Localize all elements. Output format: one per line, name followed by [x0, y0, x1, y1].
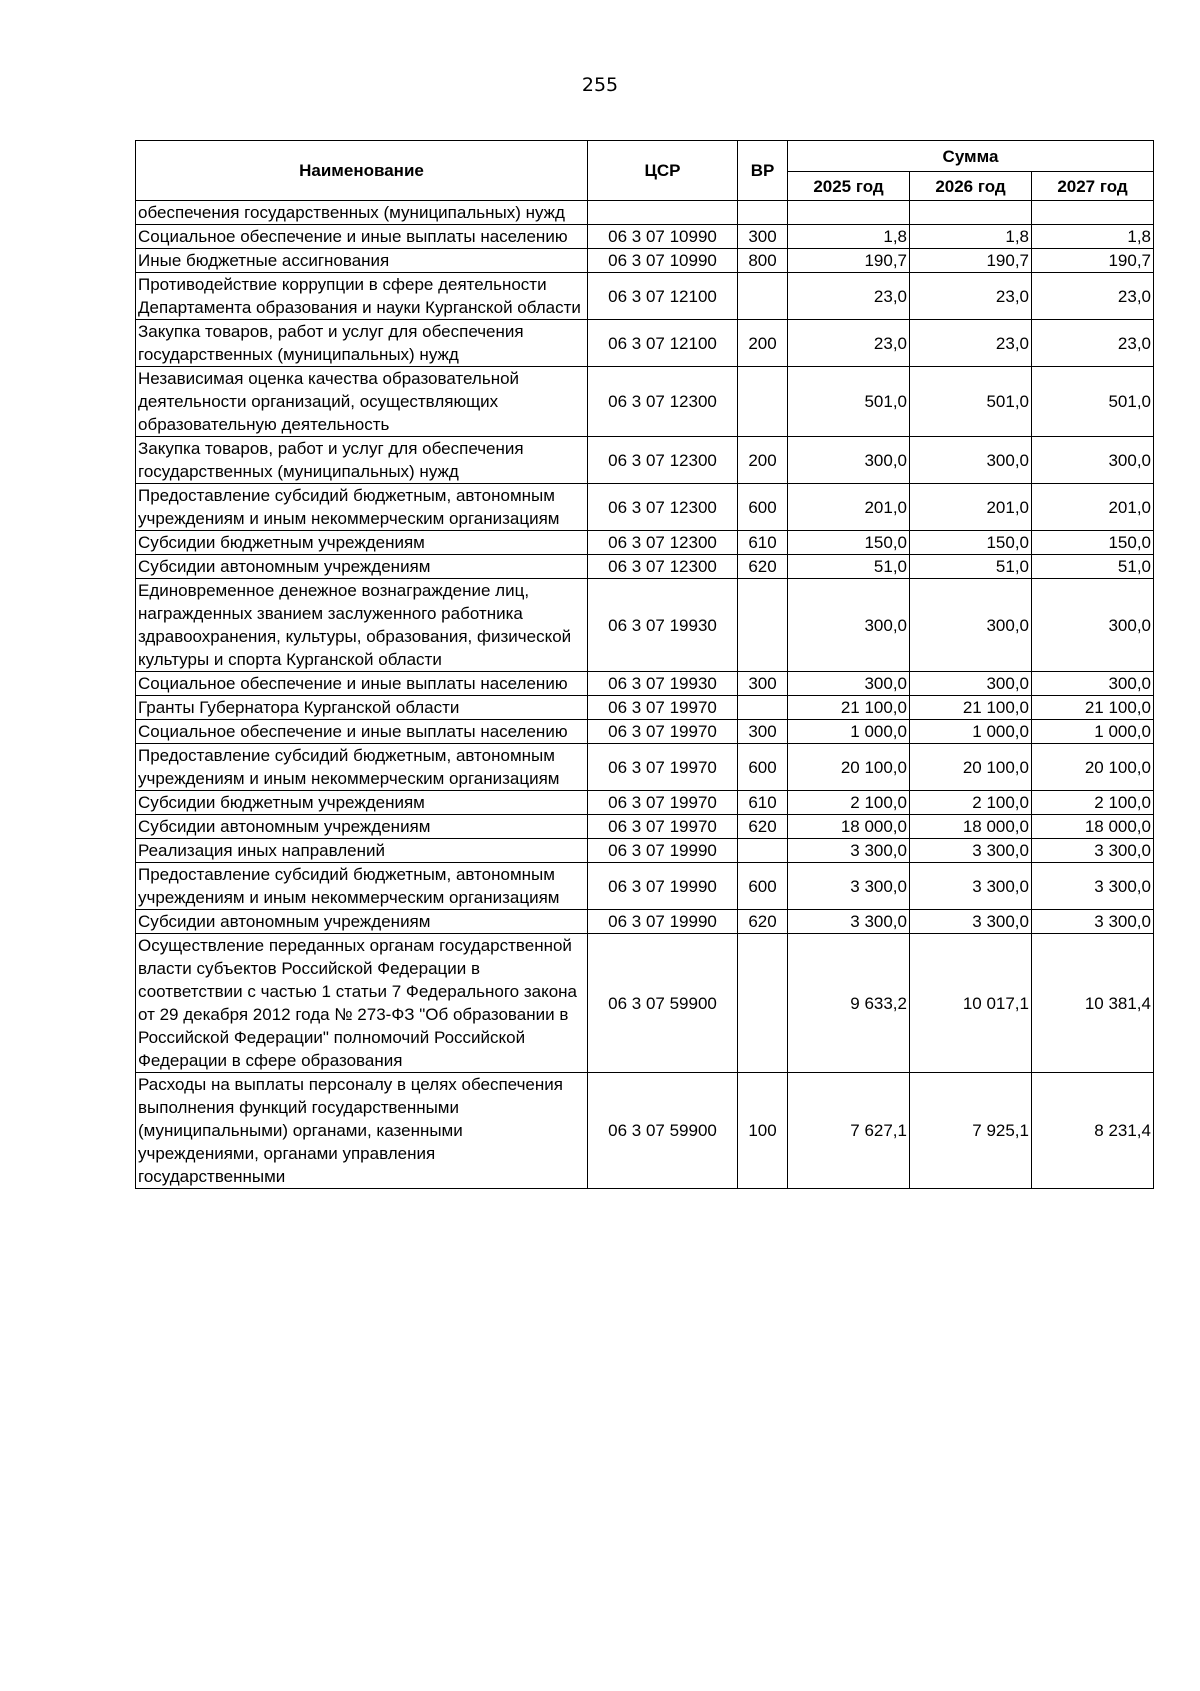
row-sum-2027: 10 381,4	[1032, 934, 1154, 1073]
row-csr: 06 3 07 12300	[588, 367, 738, 437]
table-row	[136, 320, 1154, 367]
row-sum-2025: 23,0	[788, 320, 910, 367]
row-sum-2026: 300,0	[910, 437, 1032, 484]
table-header	[136, 141, 1154, 201]
row-name: Субсидии бюджетным учреждениям	[136, 791, 588, 815]
row-sum-2026: 201,0	[910, 484, 1032, 531]
table-row	[136, 531, 1154, 555]
row-sum-2027: 501,0	[1032, 367, 1154, 437]
row-sum-2026: 3 300,0	[910, 910, 1032, 934]
row-vr: 600	[738, 863, 788, 910]
header-year-2026: 2026 год	[910, 172, 1032, 201]
table-row	[136, 437, 1154, 484]
row-vr: 200	[738, 437, 788, 484]
row-sum-2026: 51,0	[910, 555, 1032, 579]
row-csr: 06 3 07 12300	[588, 437, 738, 484]
row-sum-2027: 300,0	[1032, 579, 1154, 672]
row-sum-2027: 1,8	[1032, 225, 1154, 249]
table-row	[136, 839, 1154, 863]
row-vr: 300	[738, 225, 788, 249]
row-vr	[738, 367, 788, 437]
row-name: обеспечения государственных (муниципальных) нужд	[136, 201, 588, 225]
row-sum-2025	[788, 201, 910, 225]
row-sum-2027: 23,0	[1032, 320, 1154, 367]
row-name: Предоставление субсидий бюджетным, автономным учреждениям и иным некоммерческим организациям	[136, 863, 588, 910]
table-row	[136, 791, 1154, 815]
table-row	[136, 367, 1154, 437]
table-row	[136, 273, 1154, 320]
row-sum-2025: 9 633,2	[788, 934, 910, 1073]
row-name: Закупка товаров, работ и услуг для обеспечения государственных (муниципальных) нужд	[136, 320, 588, 367]
row-sum-2027: 51,0	[1032, 555, 1154, 579]
table-row	[136, 863, 1154, 910]
row-name: Социальное обеспечение и иные выплаты населению	[136, 720, 588, 744]
table-row	[136, 1073, 1154, 1189]
row-csr: 06 3 07 19970	[588, 815, 738, 839]
row-sum-2027: 190,7	[1032, 249, 1154, 273]
row-vr: 620	[738, 815, 788, 839]
row-csr: 06 3 07 59900	[588, 1073, 738, 1189]
table-row	[136, 910, 1154, 934]
row-sum-2026: 3 300,0	[910, 839, 1032, 863]
row-csr: 06 3 07 12300	[588, 484, 738, 531]
row-sum-2025: 3 300,0	[788, 839, 910, 863]
row-sum-2027: 3 300,0	[1032, 839, 1154, 863]
row-sum-2026: 1 000,0	[910, 720, 1032, 744]
row-csr: 06 3 07 12300	[588, 555, 738, 579]
row-sum-2025: 21 100,0	[788, 696, 910, 720]
row-vr	[738, 839, 788, 863]
row-csr: 06 3 07 19990	[588, 839, 738, 863]
row-name: Субсидии автономным учреждениям	[136, 555, 588, 579]
row-sum-2027: 21 100,0	[1032, 696, 1154, 720]
table-row	[136, 815, 1154, 839]
row-vr: 800	[738, 249, 788, 273]
row-csr: 06 3 07 19990	[588, 910, 738, 934]
row-csr	[588, 201, 738, 225]
row-name: Предоставление субсидий бюджетным, автономным учреждениям и иным некоммерческим организациям	[136, 744, 588, 791]
row-sum-2025: 300,0	[788, 672, 910, 696]
row-vr: 620	[738, 555, 788, 579]
row-sum-2025: 150,0	[788, 531, 910, 555]
row-name: Противодействие коррупции в сфере деятельности Департамента образования и науки Курганской области	[136, 273, 588, 320]
row-sum-2026: 190,7	[910, 249, 1032, 273]
row-sum-2026: 3 300,0	[910, 863, 1032, 910]
row-name: Субсидии автономным учреждениям	[136, 910, 588, 934]
row-csr: 06 3 07 59900	[588, 934, 738, 1073]
row-sum-2026: 501,0	[910, 367, 1032, 437]
row-vr: 600	[738, 744, 788, 791]
table-row	[136, 744, 1154, 791]
row-sum-2026: 150,0	[910, 531, 1032, 555]
row-sum-2025: 18 000,0	[788, 815, 910, 839]
row-sum-2025: 23,0	[788, 273, 910, 320]
row-name: Единовременное денежное вознаграждение лиц, награжденных званием заслуженного работника здравоохранения, культуры, образования, физической культуры и спорта Курганской области	[136, 579, 588, 672]
row-sum-2025: 3 300,0	[788, 863, 910, 910]
row-name: Субсидии автономным учреждениям	[136, 815, 588, 839]
budget-table	[135, 140, 1154, 1189]
row-sum-2027	[1032, 201, 1154, 225]
page-number: 255	[581, 74, 619, 96]
row-sum-2027: 300,0	[1032, 437, 1154, 484]
row-sum-2025: 300,0	[788, 437, 910, 484]
row-name: Закупка товаров, работ и услуг для обеспечения государственных (муниципальных) нужд	[136, 437, 588, 484]
row-sum-2025: 7 627,1	[788, 1073, 910, 1189]
row-vr	[738, 934, 788, 1073]
table-row	[136, 484, 1154, 531]
row-name: Независимая оценка качества образовательной деятельности организаций, осуществляющих образовательную деятельность	[136, 367, 588, 437]
row-sum-2026: 23,0	[910, 320, 1032, 367]
row-sum-2026	[910, 201, 1032, 225]
row-csr: 06 3 07 19990	[588, 863, 738, 910]
header-vr: ВР	[738, 141, 788, 201]
row-sum-2025: 1,8	[788, 225, 910, 249]
row-sum-2026: 7 925,1	[910, 1073, 1032, 1189]
row-sum-2025: 190,7	[788, 249, 910, 273]
row-vr	[738, 273, 788, 320]
row-sum-2027: 2 100,0	[1032, 791, 1154, 815]
row-sum-2025: 2 100,0	[788, 791, 910, 815]
row-vr: 300	[738, 720, 788, 744]
row-csr: 06 3 07 19930	[588, 579, 738, 672]
row-sum-2026: 20 100,0	[910, 744, 1032, 791]
row-sum-2026: 2 100,0	[910, 791, 1032, 815]
row-sum-2027: 1 000,0	[1032, 720, 1154, 744]
row-csr: 06 3 07 10990	[588, 249, 738, 273]
row-csr: 06 3 07 19970	[588, 791, 738, 815]
row-sum-2026: 21 100,0	[910, 696, 1032, 720]
row-csr: 06 3 07 19970	[588, 720, 738, 744]
row-sum-2026: 18 000,0	[910, 815, 1032, 839]
row-sum-2027: 18 000,0	[1032, 815, 1154, 839]
row-sum-2025: 1 000,0	[788, 720, 910, 744]
table-row	[136, 225, 1154, 249]
row-name: Субсидии бюджетным учреждениям	[136, 531, 588, 555]
table-row	[136, 249, 1154, 273]
row-vr: 600	[738, 484, 788, 531]
row-sum-2025: 20 100,0	[788, 744, 910, 791]
row-name: Иные бюджетные ассигнования	[136, 249, 588, 273]
header-year-2027: 2027 год	[1032, 172, 1154, 201]
row-sum-2027: 8 231,4	[1032, 1073, 1154, 1189]
row-csr: 06 3 07 10990	[588, 225, 738, 249]
row-sum-2027: 201,0	[1032, 484, 1154, 531]
row-name: Предоставление субсидий бюджетным, автономным учреждениям и иным некоммерческим организациям	[136, 484, 588, 531]
row-csr: 06 3 07 19970	[588, 696, 738, 720]
header-year-2025: 2025 год	[788, 172, 910, 201]
row-name: Реализация иных направлений	[136, 839, 588, 863]
row-vr: 200	[738, 320, 788, 367]
table-row	[136, 720, 1154, 744]
row-name: Гранты Губернатора Курганской области	[136, 696, 588, 720]
row-sum-2026: 300,0	[910, 579, 1032, 672]
table-row	[136, 555, 1154, 579]
row-name: Социальное обеспечение и иные выплаты населению	[136, 672, 588, 696]
row-sum-2025: 201,0	[788, 484, 910, 531]
header-sum: Сумма	[788, 141, 1154, 172]
row-sum-2025: 300,0	[788, 579, 910, 672]
header-name: Наименование	[136, 141, 588, 201]
row-sum-2027: 23,0	[1032, 273, 1154, 320]
row-vr	[738, 201, 788, 225]
table-row	[136, 696, 1154, 720]
table-row	[136, 201, 1154, 225]
row-sum-2025: 501,0	[788, 367, 910, 437]
row-sum-2026: 23,0	[910, 273, 1032, 320]
row-vr	[738, 696, 788, 720]
row-sum-2027: 20 100,0	[1032, 744, 1154, 791]
row-sum-2026: 1,8	[910, 225, 1032, 249]
row-sum-2025: 51,0	[788, 555, 910, 579]
row-sum-2027: 3 300,0	[1032, 863, 1154, 910]
row-sum-2027: 300,0	[1032, 672, 1154, 696]
row-name: Социальное обеспечение и иные выплаты населению	[136, 225, 588, 249]
table-row	[136, 672, 1154, 696]
row-csr: 06 3 07 12300	[588, 531, 738, 555]
row-csr: 06 3 07 19930	[588, 672, 738, 696]
row-vr: 620	[738, 910, 788, 934]
table-row	[136, 934, 1154, 1073]
row-name: Осуществление переданных органам государственной власти субъектов Российской Федерации в соответствии с частью 1 статьи 7 Федерального закона от 29 декабря 2012 года № 273-ФЗ "Об образовании в Российской Федерации" полномочий Российской Федерации в сфере образования	[136, 934, 588, 1073]
row-sum-2026: 300,0	[910, 672, 1032, 696]
table-row	[136, 579, 1154, 672]
table-body	[136, 201, 1154, 1189]
row-vr: 610	[738, 791, 788, 815]
row-csr: 06 3 07 12100	[588, 320, 738, 367]
row-sum-2027: 3 300,0	[1032, 910, 1154, 934]
row-sum-2025: 3 300,0	[788, 910, 910, 934]
row-csr: 06 3 07 19970	[588, 744, 738, 791]
row-sum-2027: 150,0	[1032, 531, 1154, 555]
row-vr: 100	[738, 1073, 788, 1189]
row-csr: 06 3 07 12100	[588, 273, 738, 320]
header-csr: ЦСР	[588, 141, 738, 201]
row-vr: 300	[738, 672, 788, 696]
row-sum-2026: 10 017,1	[910, 934, 1032, 1073]
row-vr	[738, 579, 788, 672]
row-vr: 610	[738, 531, 788, 555]
row-name: Расходы на выплаты персоналу в целях обеспечения выполнения функций государственными (муниципальными) органами, казенными учреждениями, органами управления государственными	[136, 1073, 588, 1189]
